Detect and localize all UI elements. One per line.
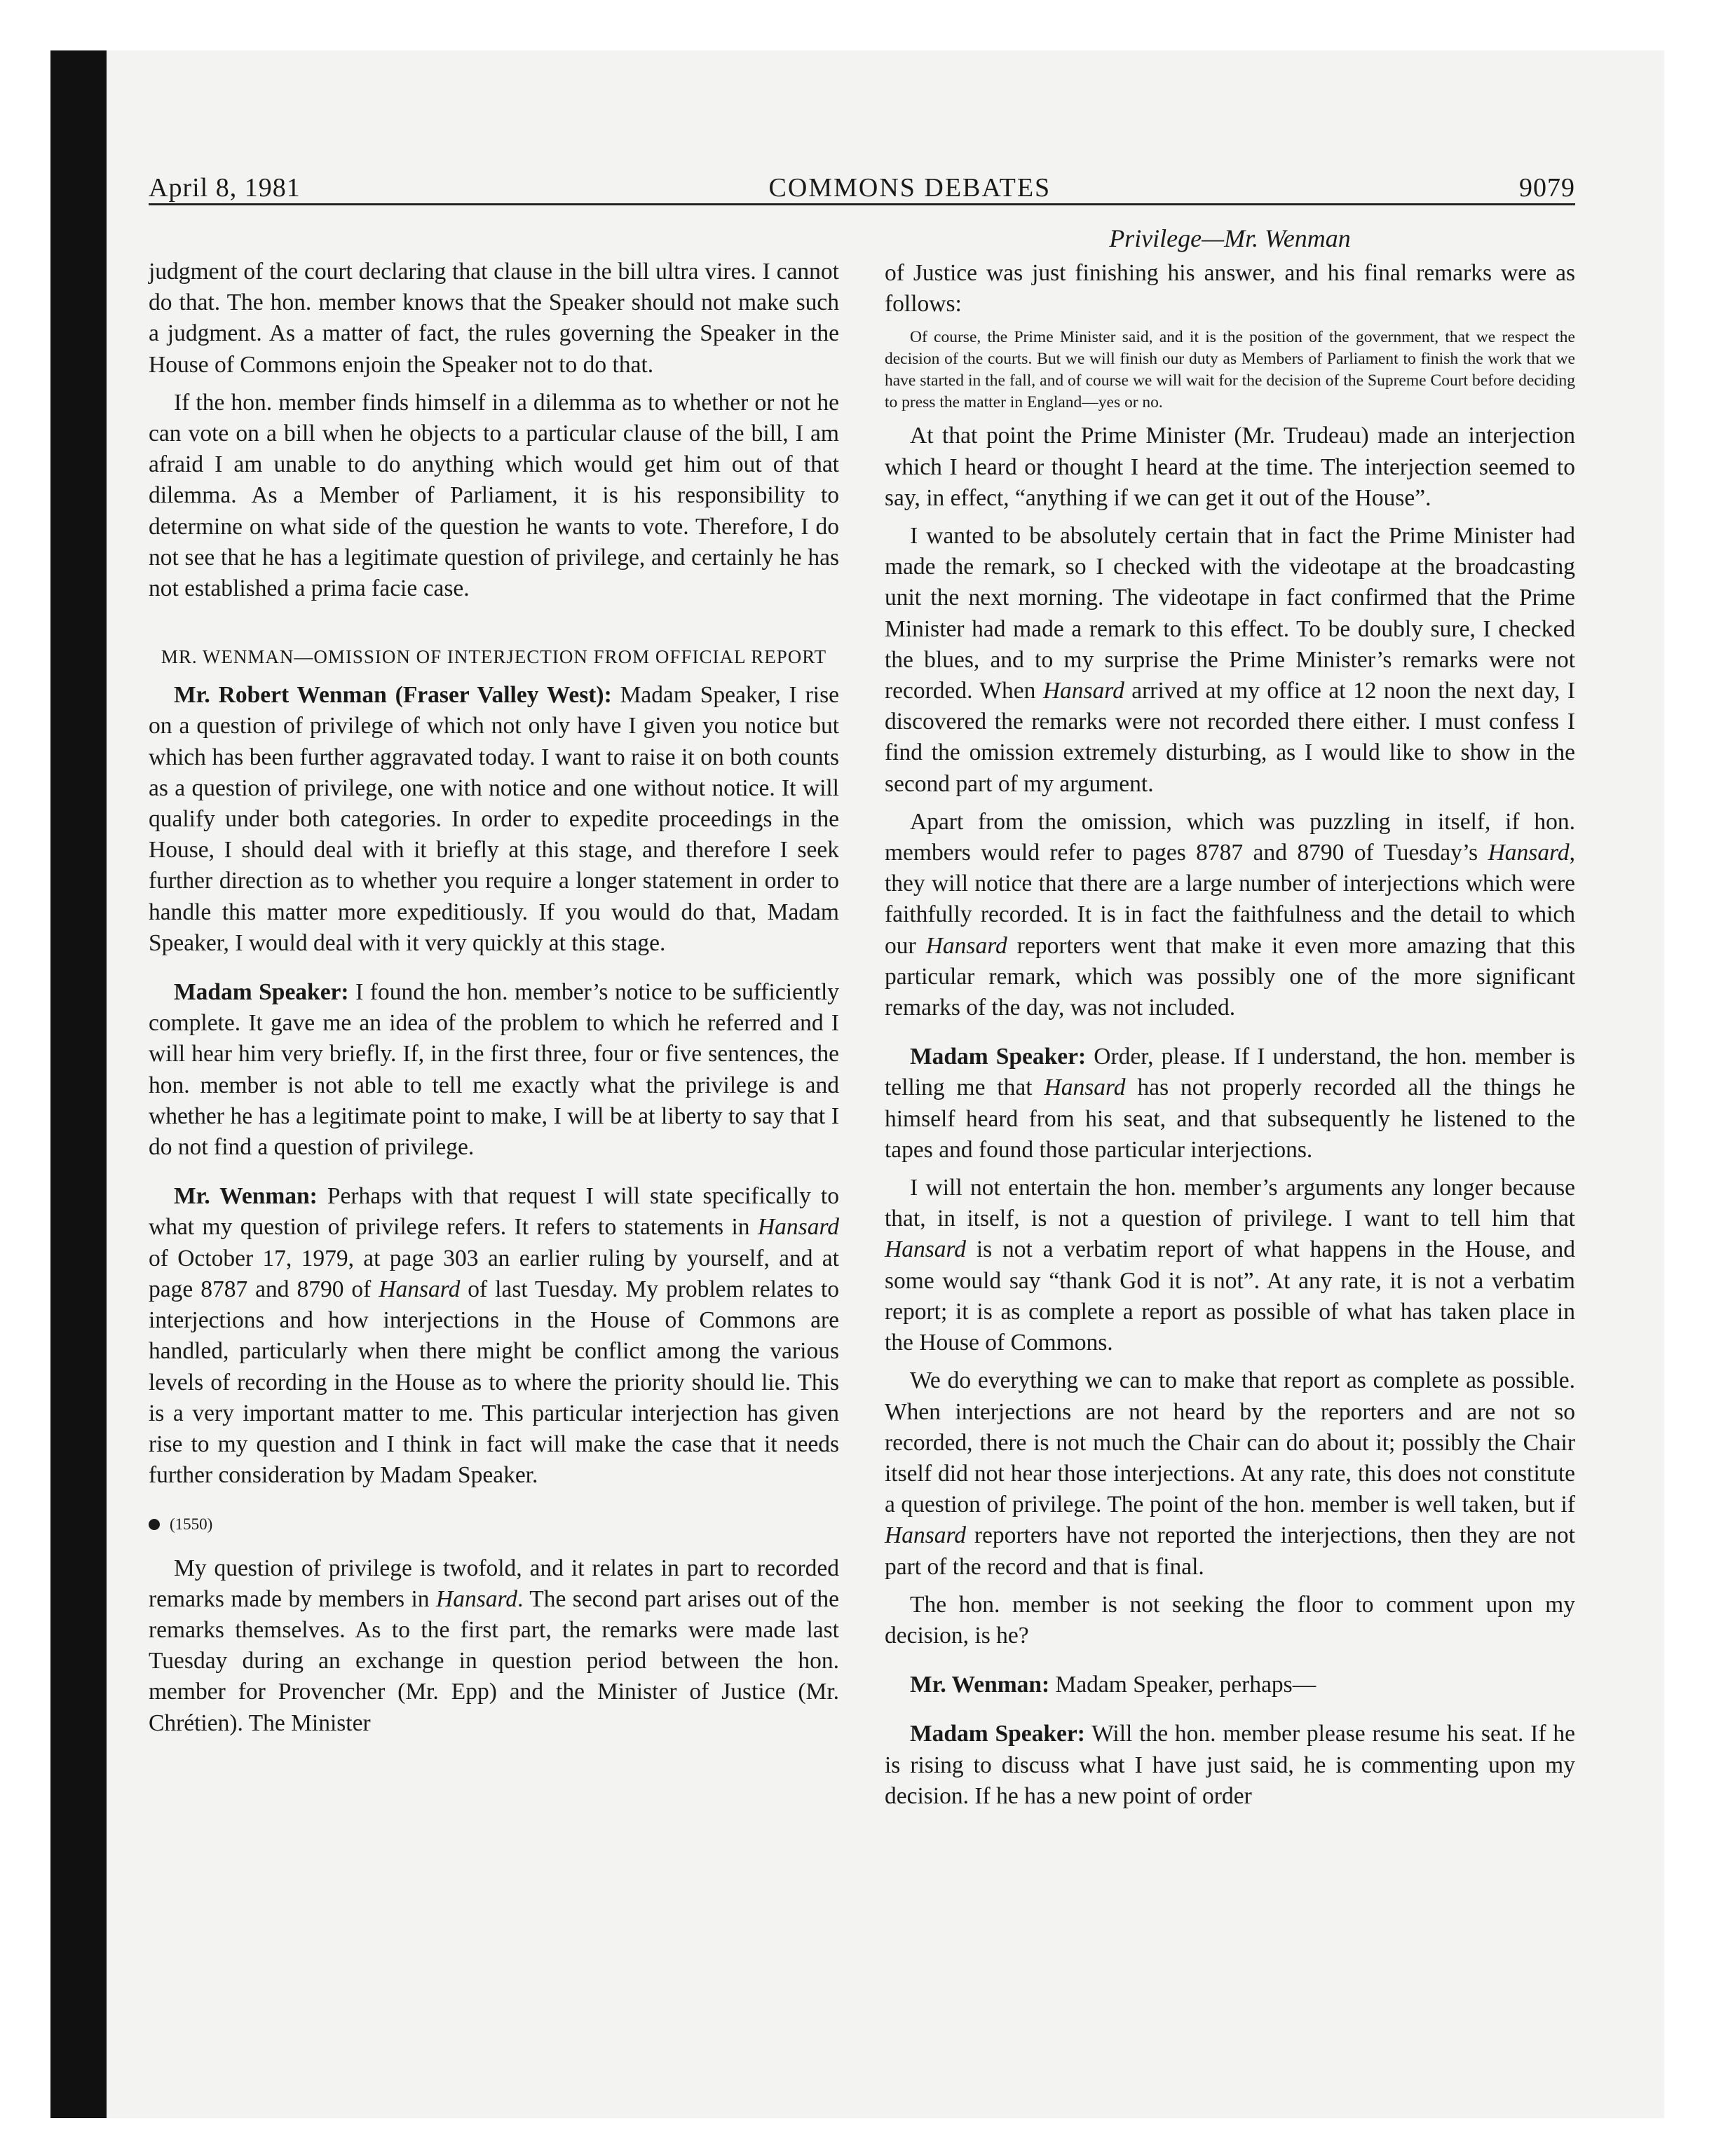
document-page [149, 158, 1575, 2107]
hansard-italic: Hansard [436, 1585, 518, 1612]
paragraph [885, 1670, 1575, 1700]
header-publication: COMMONS DEBATES [768, 173, 1052, 203]
speech-text: reporters have not reported the interjections, then they are not part of the record and that is final. [885, 1522, 1575, 1580]
paragraph: At that point the Prime Minister (Mr. Trudeau) made an interjection which I heard or thought I heard at the time. The interjection seemed to say, in effect, “anything if we can get it out of the House”. [885, 423, 1575, 511]
speech-text: My question of privilege is twofold, and it relates in part to recorded remarks made by members in [149, 1555, 839, 1612]
speech-text: Perhaps with that request I will state specifically to what my question of privilege refers. It refers to statements in [149, 1183, 839, 1241]
paragraph: judgment of the court declaring that clause in the bill ultra vires. I cannot do that. The hon. member knows that the Speaker should not make such a judgment. As a matter of fact, the rules governing the Speaker in the House of Commons enjoin the Speaker not to do that. [149, 259, 839, 378]
hansard-italic: Hansard [885, 1522, 967, 1549]
speaker-name: Mr. Wenman: [910, 1672, 1050, 1698]
paragraph [149, 680, 839, 959]
header-page-number: 9079 [1518, 173, 1575, 203]
hansard-italic: Hansard [1488, 840, 1570, 866]
hansard-italic: Hansard [1044, 1074, 1126, 1101]
section-title: MR. WENMAN—OMISSION OF INTERJECTION FROM OFFICIAL REPORT [161, 646, 827, 668]
page-header [149, 158, 1575, 205]
hansard-italic: Hansard [925, 932, 1007, 959]
speaker-name: Madam Speaker: [910, 1044, 1087, 1070]
speech-text: Order, please. If I understand, the hon. member is telling me that [885, 1044, 1576, 1101]
bullet-icon [149, 1519, 160, 1530]
paragraph [149, 1553, 839, 1739]
speech-text: . The second part arises out of the remarks themselves. As to the first part, the remarks were made last Tuesday during an exchange in question period between the hon. member for Provencher (Mr. Epp) and the Minister of Justice (Mr. Chrétien). The Minister [149, 1585, 839, 1736]
speech-text: I wanted to be absolutely certain that in fact the Prime Minister had made the remark, so I checked with the videotape at the broadcasting unit the next morning. The videotape in fact confirmed that the Prime Minister had made a remark to this effect. To be doubly sure, I checked the blues, and to my surprise the Prime Minister’s remarks were not recorded. When [885, 523, 1575, 704]
speech-text: is not a verbatim report of what happens in the House, and some would say “thank God it is not”. At any rate, it is not a verbatim report; it is as complete a report as possible of what has taken place in the House of Commons. [885, 1236, 1575, 1356]
speaker-name: Mr. Robert Wenman (Fraser Valley West): [174, 682, 612, 709]
paragraph: If the hon. member finds himself in a dilemma as to whether or not he can vote on a bill when he objects to a particular clause of the bill, I am afraid I am unable to do anything which would get him out of that dilemma. As a Member of Parliament, it is his responsibility to determine on what side of the question he wants to vote. Therefore, I do not see that he has a legitimate question of privilege, and certainly he has not established a prima facie case. [149, 389, 839, 602]
speech-text: , they will notice that there are a large number of interjections which were faithfully recorded. It is in fact the faithfulness and the detail to which our [885, 840, 1575, 959]
paragraph [885, 807, 1575, 1023]
timestamp-text: (1550) [170, 1515, 213, 1534]
hansard-italic: Hansard [379, 1276, 461, 1302]
speaker-name: Madam Speaker: [174, 979, 349, 1006]
speech-text: reporters went that make it even more amazing that this particular remark, which was possibly one of the more significant remarks of the day, was not included. [885, 932, 1575, 1021]
speech-text: I will not entertain the hon. member’s arguments any longer because that, in itself, is not a question of privilege. I want to tell him that [885, 1175, 1575, 1232]
timestamp-marker [149, 1509, 839, 1540]
paragraph [885, 1365, 1575, 1582]
header-date: April 8, 1981 [149, 173, 301, 203]
hansard-italic: Hansard [1042, 678, 1124, 704]
paragraph: The hon. member is not seeking the floor to comment upon my decision, is he? [885, 1591, 1575, 1649]
speech-text: I found the hon. member’s notice to be sufficiently complete. It gave me an idea of the problem to which he referred and I will hear him very briefly. If, in the first three, four or five sentences, the hon. member is not able to tell me exactly what the privilege is and whether he has a legitimate point to make, I will be at liberty to say that I do not find a question of privilege. [149, 979, 840, 1161]
speech-text: Madam Speaker, perhaps— [1049, 1672, 1316, 1698]
hansard-italic: Hansard [757, 1214, 839, 1241]
paragraph [885, 521, 1575, 800]
speaker-name: Mr. Wenman: [174, 1183, 318, 1210]
scan-binding-edge [50, 50, 107, 2118]
speaker-name: Madam Speaker: [910, 1721, 1085, 1747]
speech-text: Madam Speaker, I rise on a question of privilege of which not only have I given you notice but which has been further aggravated today. I want to raise it on both counts as a question of privilege, one with notice and one without notice. It will qualify under both categories. In order to expedite proceedings in the House, I should deal with it briefly at this stage, and therefore I seek further direction as to whether you require a longer statement in order to handle this matter more expeditiously. If you would do that, Madam Speaker, I would deal with it very quickly at this stage. [149, 682, 839, 956]
paragraph [149, 977, 839, 1163]
paragraph [885, 1173, 1575, 1358]
running-head: Privilege—Mr. Wenman [1109, 224, 1351, 252]
block-quote: Of course, the Prime Minister said, and it is the position of the government, that we respect the decision of the courts. But we will finish our duty as Members of Parliament to finish the work that we have started in the fall, and of course we will wait for the decision of the Supreme Court before deciding to press the matter in England—yes or no. [885, 328, 1575, 412]
right-column [885, 223, 1575, 1819]
speech-text: of last Tuesday. My problem relates to interjections and how interjections in the House of Commons are handled, particularly when there might be conflict among the various levels of recording in the House as to where the priority should lie. This is a very important matter to me. This particular interjection has given rise to my question and I think in fact will make the case that it needs further consideration by Madam Speaker. [149, 1276, 839, 1489]
speech-text: Apart from the omission, which was puzzling in itself, if hon. members would refer to pages 8787 and 8790 of Tuesday’s [885, 808, 1575, 866]
speech-text: We do everything we can to make that report as complete as possible. When interjections are not heard by the reporters and are not so recorded, there is not much the Chair can do about it; possibly the Chair itself did not hear those interjections. At any rate, this does not constitute a question of privilege. The point of the hon. member is well taken, but if [885, 1367, 1575, 1518]
speech-text: Will the hon. member please resume his seat. If he is rising to discuss what I have just said, he is commenting upon my decision. If he has a new point of order [885, 1721, 1575, 1809]
left-column [149, 257, 839, 1746]
paragraph [885, 1042, 1575, 1166]
speech-text: arrived at my office at 12 noon the next day, I discovered the remarks were not recorded there either. I must confess I find the omission extremely disturbing, as I would like to show in the second part of my argument. [885, 678, 1575, 797]
speech-text: of October 17, 1979, at page 303 an earlier ruling by yourself, and at page 8787 and 8790 of [149, 1245, 839, 1302]
speech-text: has not properly recorded all the things he himself heard from his seat, and that subsequently he listened to the tapes and found those particular interjections. [885, 1074, 1575, 1163]
paragraph: of Justice was just finishing his answer, and his final remarks were as follows: [885, 260, 1575, 318]
paragraph [149, 1181, 839, 1491]
hansard-italic: Hansard [885, 1236, 967, 1263]
paragraph [885, 1719, 1575, 1812]
